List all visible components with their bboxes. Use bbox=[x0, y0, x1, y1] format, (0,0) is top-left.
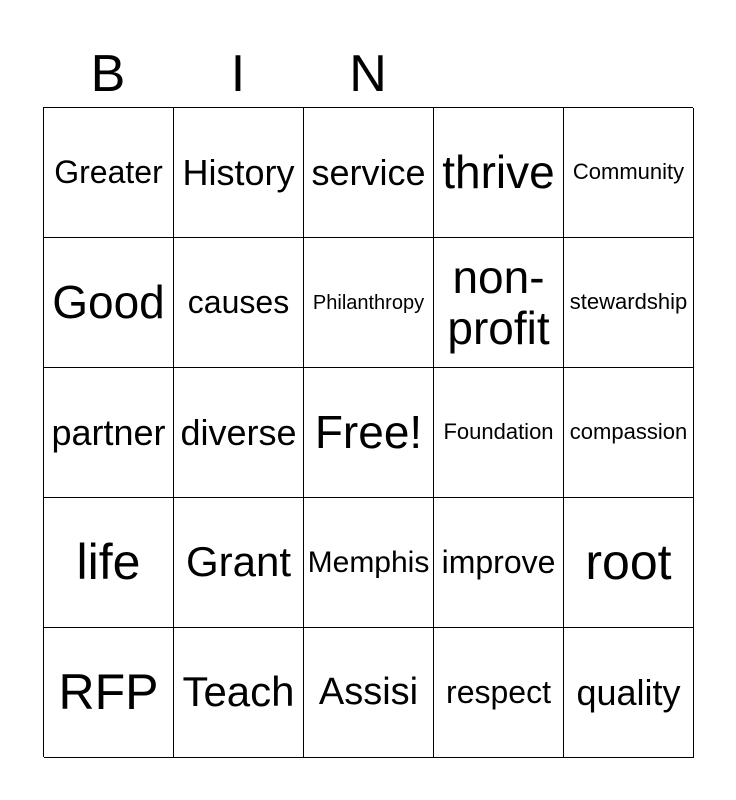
cell-word: diverse bbox=[180, 411, 297, 453]
bingo-cell[interactable] bbox=[564, 238, 694, 368]
cell-word: Greater bbox=[54, 153, 163, 190]
cell-word: causes bbox=[187, 283, 290, 320]
bingo-cell[interactable] bbox=[434, 108, 564, 238]
cell-word: Memphis bbox=[307, 546, 430, 579]
cell-word: life bbox=[76, 534, 141, 590]
cell-word: respect bbox=[446, 673, 551, 710]
bingo-cell[interactable] bbox=[304, 498, 434, 628]
bingo-cell[interactable] bbox=[564, 368, 694, 498]
cell-word: RFP bbox=[58, 664, 159, 720]
cell-word: thrive bbox=[442, 146, 555, 199]
cell-word: Good bbox=[52, 276, 165, 329]
header-letter-i: I bbox=[230, 45, 246, 103]
cell-word: Teach bbox=[182, 668, 295, 716]
header-letter-n: N bbox=[349, 45, 387, 103]
bingo-cell[interactable] bbox=[44, 108, 174, 238]
cell-word: stewardship bbox=[569, 289, 688, 315]
header-letter-4 bbox=[433, 40, 563, 108]
header-letter-5 bbox=[563, 40, 693, 108]
cell-word: Grant bbox=[185, 538, 292, 586]
cell-word: Assisi bbox=[318, 670, 419, 713]
bingo-cell[interactable] bbox=[564, 498, 694, 628]
bingo-cell[interactable] bbox=[44, 238, 174, 368]
bingo-cell[interactable] bbox=[174, 498, 304, 628]
bingo-board bbox=[43, 107, 693, 757]
bingo-cell[interactable] bbox=[174, 368, 304, 498]
bingo-cell[interactable] bbox=[304, 628, 434, 758]
cell-word: non-profit bbox=[447, 250, 550, 354]
bingo-cell[interactable] bbox=[304, 238, 434, 368]
header-letter-b: B bbox=[90, 45, 126, 103]
bingo-cell[interactable] bbox=[174, 108, 304, 238]
cell-word: improve bbox=[441, 543, 556, 580]
bingo-cell free-space[interactable] bbox=[304, 368, 434, 498]
bingo-cell[interactable] bbox=[44, 498, 174, 628]
bingo-cell[interactable] bbox=[304, 108, 434, 238]
bingo-cell[interactable] bbox=[434, 238, 564, 368]
cell-word: History bbox=[182, 151, 295, 193]
free-space-label: Free! bbox=[314, 406, 423, 459]
cell-word: Foundation bbox=[443, 419, 554, 445]
bingo-cell[interactable] bbox=[434, 498, 564, 628]
cell-word: Community bbox=[572, 159, 685, 185]
cell-word: quality bbox=[576, 671, 681, 713]
bingo-cell[interactable] bbox=[434, 368, 564, 498]
bingo-cell[interactable] bbox=[564, 108, 694, 238]
cell-word: root bbox=[585, 534, 672, 590]
bingo-cell[interactable] bbox=[44, 628, 174, 758]
bingo-cell[interactable] bbox=[174, 628, 304, 758]
bingo-cell[interactable] bbox=[564, 628, 694, 758]
bingo-cell[interactable] bbox=[434, 628, 564, 758]
cell-word: Philanthropy bbox=[312, 291, 425, 314]
bingo-cell[interactable] bbox=[44, 368, 174, 498]
bingo-header bbox=[43, 40, 693, 108]
cell-word: service bbox=[311, 151, 426, 193]
cell-word: partner bbox=[51, 411, 166, 453]
bingo-cell[interactable] bbox=[174, 238, 304, 368]
cell-word: compassion bbox=[569, 419, 688, 445]
